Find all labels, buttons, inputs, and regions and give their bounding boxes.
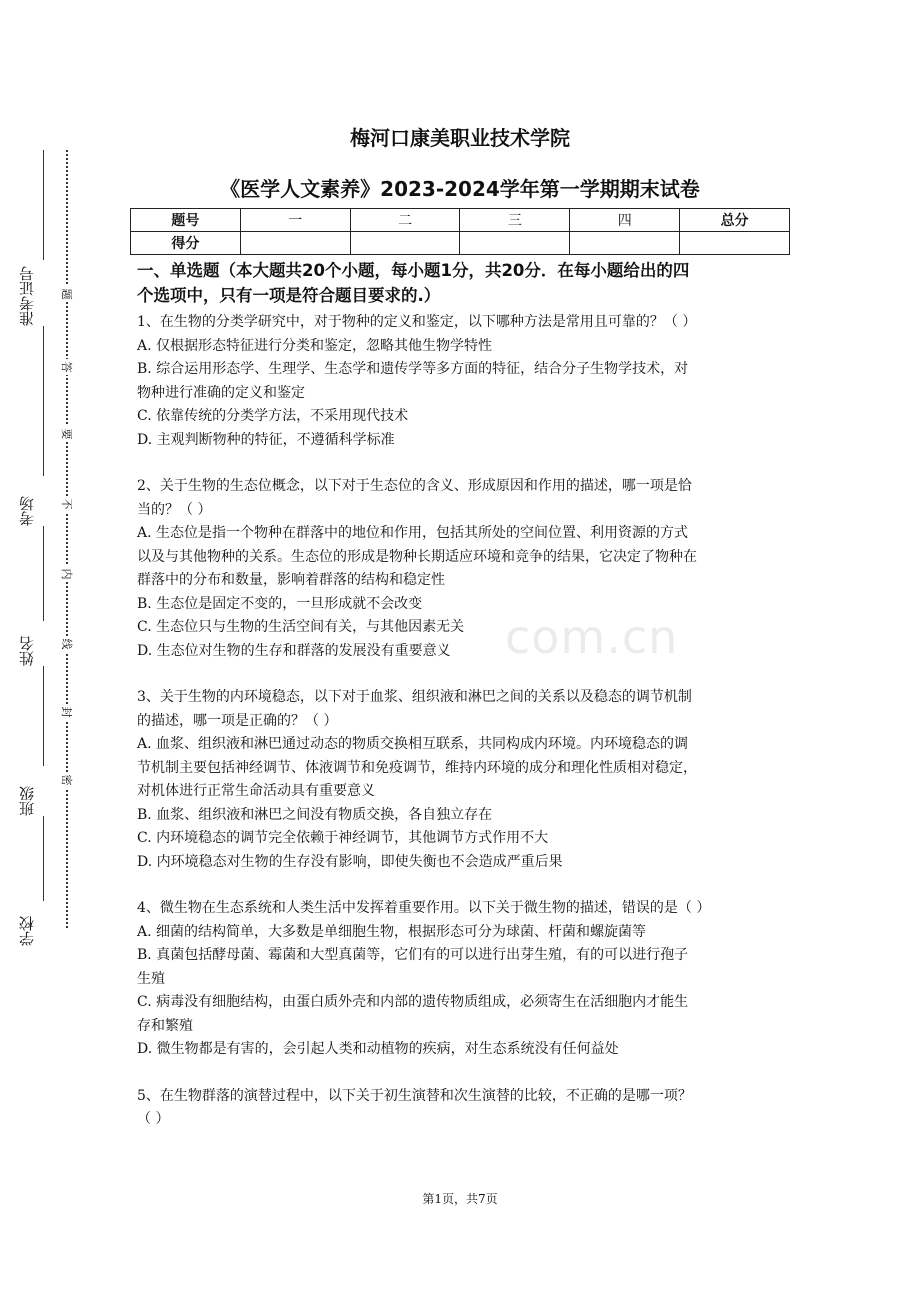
field-label: 准考证号 [18,266,36,326]
field-class [14,666,44,816]
score-cell[interactable] [240,232,350,255]
question-item [137,897,787,1062]
answer-option-line: B. 血浆、组织液和淋巴之间没有物质交换，各自独立存在 [137,806,493,823]
answer-option-line: D. 内环境稳态对生物的生存没有影响，即使失衡也不会造成严重后果 [137,853,563,870]
seal-warning-char: 密 [59,772,73,788]
exam-title: 《医学人文素养》2023-2024学年第一学期期末试卷 [220,177,700,201]
field-label: 学校 [18,916,36,946]
question-stem-line: 1、在生物的分类学研究中，对于物种的定义和鉴定，以下哪种方法是常用且可靠的？（ ） [137,314,697,330]
answer-option[interactable] [137,358,787,405]
score-cell[interactable] [570,232,680,255]
answer-option-line: D. 主观判断物种的特征，不遵循科学标准 [137,431,395,448]
seal-warning-char: 线 [59,636,73,652]
field-exam-room [14,326,44,526]
answer-option-line: C. 内环境稳态的调节完全依赖于神经调节，其他调节方式作用不大 [137,830,549,846]
answer-option[interactable] [137,593,787,617]
answer-option[interactable] [137,804,787,828]
question-list [137,311,787,1132]
question-spacer [137,1062,787,1085]
seal-warning-char: 要 [59,426,73,442]
answer-option-line: A. 血浆、组织液和淋巴通过动态的物质交换相互联系，共同构成内环境。内环境稳态的调 [137,736,689,752]
answer-option-line: 存和繁殖 [137,1017,193,1034]
fill-line [43,666,44,766]
answer-option[interactable] [137,640,787,664]
fill-line [43,326,44,476]
answer-option[interactable] [137,921,787,945]
section-title [137,258,787,308]
field-label: 班级 [18,786,36,816]
answer-option-line: B. 生态位是固定不变的，一旦形成就不会改变 [137,595,423,612]
field-label: 姓名 [18,636,36,666]
score-row-label: 得分 [131,232,241,255]
score-header-cell: 二 [350,209,460,232]
answer-option-line: A. 仅根据形态特征进行分类和鉴定，忽略其他生物学特性 [137,337,493,354]
seal-warning-char: 题 [59,286,73,302]
question-stem-line: 4、微生物在生态系统和人类生活中发挥着重要作用。以下关于微生物的描述，错误的是（ ） [137,900,711,916]
field-name [14,526,44,666]
question-stem-line: 当的？（ ） [137,501,212,518]
question-spacer [137,874,787,897]
answer-option-line: C. 依靠传统的分类学方法，不采用现代技术 [137,408,409,424]
answer-option-line: A. 生态位是指一个物种在群落中的地位和作用，包括其所处的空间位置、利用资源的方式 [137,525,689,541]
answer-option-line: 以及与其他物种的关系。生态位的形成是物种长期适应环境和竞争的结果，它决定了物种在 [137,548,697,565]
answer-option[interactable] [137,944,787,991]
answer-option-line: 节机制主要包括神经调节、体液调节和免疫调节，维持内环境的成分和理化性质相对稳定， [137,759,697,776]
question-item [137,311,787,452]
fill-line [43,526,44,621]
answer-option-line: A. 细菌的结构简单，大多数是单细胞生物，根据形态可分为球菌、杆菌和螺旋菌等 [137,923,647,940]
score-cell[interactable] [680,232,790,255]
question-spacer [137,452,787,475]
answer-option-line: C. 病毒没有细胞结构，由蛋白质外壳和内部的遗传物质组成，必须寄生在活细胞内才能生 [137,994,689,1010]
score-cell[interactable] [460,232,570,255]
seal-line [66,150,68,928]
seal-warning-char: 答 [59,359,73,375]
answer-option[interactable] [137,522,787,593]
answer-option-line: 物种进行准确的定义和鉴定 [137,384,305,401]
score-header-cell: 三 [460,209,570,232]
score-header-cell: 四 [570,209,680,232]
answer-option-line: D. 生态位对生物的生存和群落的发展没有重要意义 [137,642,451,659]
question-stem-line: 3、关于生物的内环境稳态，以下对于血浆、组织液和淋巴之间的关系以及稳态的调节机制 [137,689,692,705]
score-table-header-row [131,209,790,232]
section-title-line: 一、单选题（本大题共20个小题，每小题1分，共20分．在每小题给出的四 [137,261,690,280]
fill-line [43,150,44,260]
school-name: 梅河口康美职业技术学院 [350,126,570,150]
answer-option[interactable] [137,429,787,453]
score-table-score-row [131,232,790,255]
score-header-cell: 题号 [131,209,241,232]
answer-option[interactable] [137,827,787,851]
answer-option-line: 对机体进行正常生命活动具有重要意义 [137,783,375,799]
answer-option-line: 生殖 [137,970,165,987]
question-item [137,686,787,874]
seal-warning-char: 内 [59,566,73,582]
question-stem-line: 5、在生物群落的演替过程中，以下关于初生演替和次生演替的比较，不正确的是哪一项？ [137,1087,692,1104]
field-label: 考场 [18,496,36,526]
score-header-cell: 一 [240,209,350,232]
seal-warning-char: 不 [59,496,73,512]
question-item [137,1085,787,1132]
answer-option[interactable] [137,851,787,875]
watermark-text: com.cn [505,610,679,664]
answer-option[interactable] [137,405,787,429]
score-header-cell: 总分 [680,209,790,232]
question-spacer [137,663,787,686]
question-stem-line: 的描述，哪一项是正确的？（ ） [137,712,338,729]
seal-warning-char: 封 [59,704,73,720]
score-table [130,208,790,255]
answer-option[interactable] [137,335,787,359]
score-cell[interactable] [350,232,460,255]
question-stem-line: 2、关于生物的生态位概念，以下对于生态位的含义、形成原因和作用的描述，哪一项是恰 [137,478,692,494]
answer-option-line: B. 综合运用形态学、生理学、生态学和遗传学等多方面的特征，结合分子生物学技术，对 [137,361,689,377]
fill-line [43,816,44,901]
answer-option[interactable] [137,991,787,1038]
student-info-fields [14,150,44,950]
answer-option[interactable] [137,733,787,804]
page-footer: 第1页，共7页 [422,1192,498,1206]
question-item [137,475,787,663]
section-title-line: 个选项中，只有一项是符合题目要求的.） [137,286,441,305]
question-stem-line: （ ） [137,1111,170,1127]
answer-option[interactable] [137,1038,787,1062]
field-school [14,816,44,946]
answer-option[interactable] [137,616,787,640]
answer-option-line: B. 真菌包括酵母菌、霉菌和大型真菌等，它们有的可以进行出芽生殖，有的可以进行孢子 [137,947,689,963]
exam-content [137,258,787,1132]
answer-option-line: D. 微生物都是有害的，会引起人类和动植物的疾病，对生态系统没有任何益处 [137,1041,619,1057]
answer-option-line: C. 生态位只与生物的生活空间有关，与其他因素无关 [137,619,465,635]
answer-option-line: 群落中的分布和数量，影响着群落的结构和稳定性 [137,572,445,588]
